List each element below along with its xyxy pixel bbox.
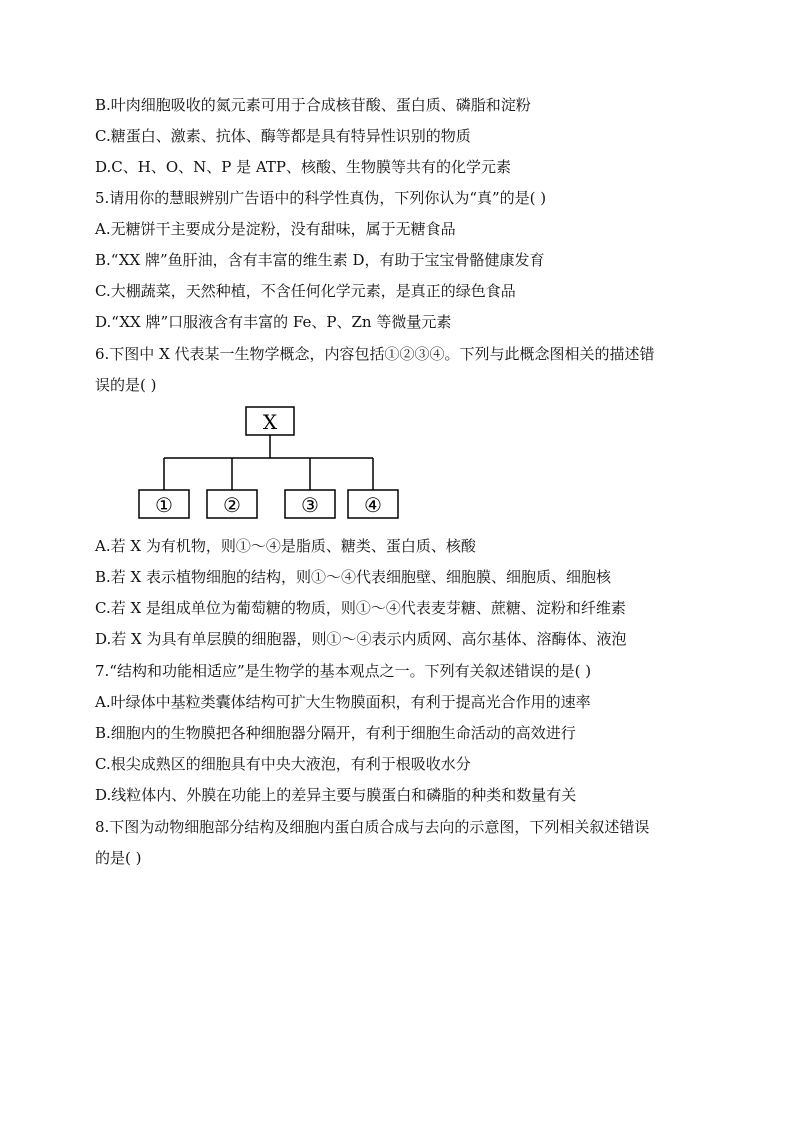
option-b: B.细胞内的生物膜把各种细胞器分隔开，有利于细胞生命活动的高效进行 — [95, 724, 576, 742]
text-line: D.C、H、O、N、P 是 ATP、核酸、生物膜等共有的化学元素 — [95, 158, 511, 176]
option-d: D.若 X 为具有单层膜的细胞器，则①～④表示内质网、高尔基体、溶酶体、液泡 — [95, 630, 627, 648]
text-line: B.叶肉细胞吸收的氮元素可用于合成核苷酸、蛋白质、磷脂和淀粉 — [95, 96, 531, 114]
question-5: 5.请用你的慧眼辨别广告语中的科学性真伪，下列你认为“真”的是( ) — [95, 189, 547, 207]
option-a: A.叶绿体中基粒类囊体结构可扩大生物膜面积，有利于提高光合作用的速率 — [95, 693, 591, 711]
child-label: ④ — [364, 493, 382, 517]
option-c: C.大棚蔬菜，天然种植，不含任何化学元素，是真正的绿色食品 — [95, 282, 516, 300]
option-b: B.“XX 牌”鱼肝油，含有丰富的维生素 D，有助于宝宝骨骼健康发育 — [95, 251, 545, 269]
question-8: 8.下图为动物细胞部分结构及细胞内蛋白质合成与去向的示意图，下列相关叙述错误 — [95, 818, 650, 836]
child-label: ② — [223, 493, 241, 517]
option-c: C.根尖成熟区的细胞具有中央大液泡，有利于根吸收水分 — [95, 755, 471, 773]
option-c: C.若 X 是组成单位为葡萄糖的物质，则①～④代表麦芽糖、蔗糖、淀粉和纤维素 — [95, 599, 626, 617]
question-7: 7.“结构和功能相适应”是生物学的基本观点之一。下列有关叙述错误的是( ) — [95, 662, 592, 680]
question-8-cont: 的是( ) — [95, 849, 142, 867]
question-6: 6.下图中 X 代表某一生物学概念，内容包括①②③④。下列与此概念图相关的描述错 — [95, 345, 655, 363]
option-d: D.“XX 牌”口服液含有丰富的 Fe、P、Zn 等微量元素 — [95, 313, 452, 331]
text-line: C.糖蛋白、激素、抗体、酶等都是具有特异性识别的物质 — [95, 127, 471, 145]
child-label: ③ — [301, 493, 319, 517]
option-b: B.若 X 表示植物细胞的结构，则①～④代表细胞壁、细胞膜、细胞质、细胞核 — [95, 568, 612, 586]
root-label: X — [262, 410, 278, 434]
child-label: ① — [155, 493, 173, 517]
option-a: A.若 X 为有机物，则①～④是脂质、糖类、蛋白质、核酸 — [95, 537, 476, 555]
option-a: A.无糖饼干主要成分是淀粉，没有甜味，属于无糖食品 — [95, 220, 456, 238]
question-6-cont: 误的是( ) — [95, 376, 157, 394]
option-d: D.线粒体内、外膜在功能上的差异主要与膜蛋白和磷脂的种类和数量有关 — [95, 786, 577, 804]
